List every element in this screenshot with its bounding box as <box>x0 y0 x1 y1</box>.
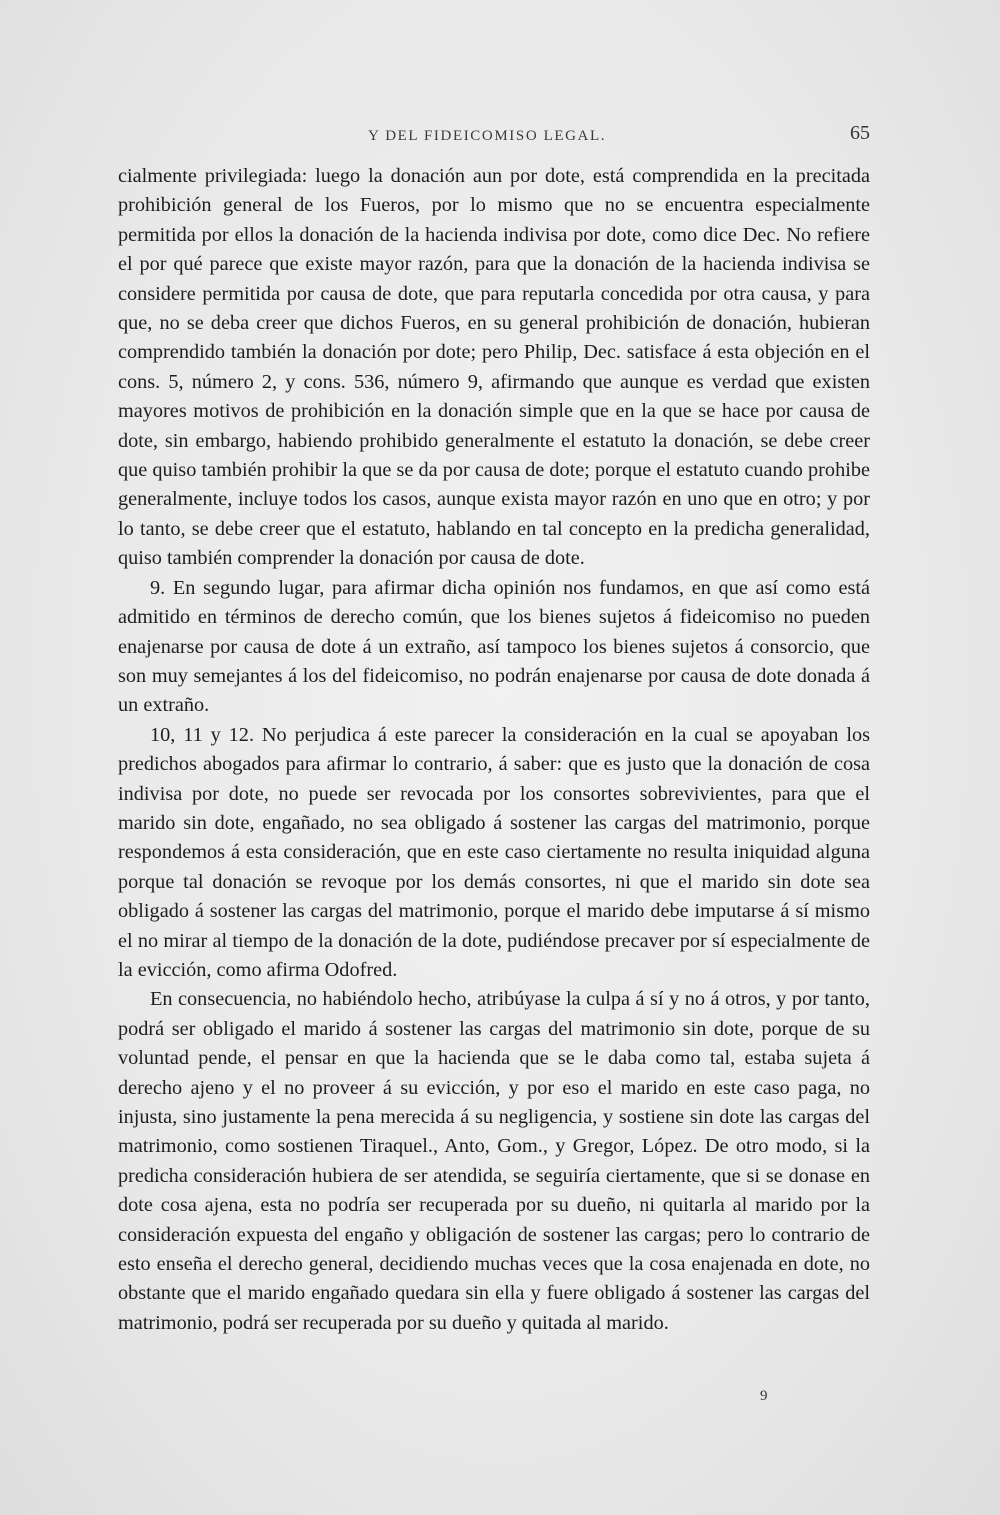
running-header <box>118 120 870 150</box>
paragraph: cialmente privilegiada: luego la donación aun por dote, está comprendida en la precitada prohibición general de los Fueros, por lo mismo que no se encuentra especialmente permitida por ellos la donación de la hacienda indivisa por dote, como dice Dec. No refiere el por qué parece que existe mayor razón, para que la donación de la hacienda indivisa se considere permitida por causa de dote, que para reputarla concedida por otra causa, y para que, no se deba creer que dichos Fueros, en su general prohibición de donación, hubieran comprendido también la donación por dote; pero Philip, Dec. satisface á esta objeción en el cons. 5, número 2, y cons. 536, número 9, afirmando que aunque es verdad que existen mayores motivos de prohibición en la donación simple que en la que se hace por causa de dote, sin embargo, habiendo prohibido generalmente el estatuto la donación, se debe creer que quiso también prohibir la que se da por causa de dote; porque el estatuto cuando prohibe generalmente, incluye todos los casos, aunque exista mayor razón en uno que en otro; y por lo tanto, se debe creer que el estatuto, hablando en tal concepto en la predicha generalidad, quiso también comprender la donación por causa de dote. <box>118 165 870 570</box>
signature-mark: 9 <box>760 1388 768 1404</box>
page-number: 65 <box>850 122 870 144</box>
paragraph: 10, 11 y 12. No perjudica á este parecer la consideración en la cual se apoyaban los predichos abogados para afirmar lo contrario, á saber: que es justo que la donación de cosa indivisa por dote, no puede ser revocada por los consortes sobrevivientes, para que el marido sin dote, engañado, no sea obligado á sostener las cargas del matrimonio, porque respondemos á esta consideración, que en este caso ciertamente no resulta iniquidad alguna porque tal donación se revoque por los demás consortes, ni que el marido sin dote sea obligado á sostener las cargas del matrimonio, porque el marido debe imputarse á sí mismo el no mirar al tiempo de la donación de la dote, pudiéndose precaver por sí especialmente de la evicción, como afirma Odofred. <box>118 723 870 981</box>
paragraph: 9. En segundo lugar, para afirmar dicha opinión nos fundamos, en que así como está admitido en términos de derecho común, que los bienes sujetos á fideicomiso no pueden enajenarse por causa de dote á un extraño, así tampoco los bienes sujetos á consorcio, que son muy semejantes á los del fideicomiso, no podrán enajenarse por causa de dote donada á un extraño. <box>118 576 870 717</box>
running-title: Y DEL FIDEICOMISO LEGAL. <box>368 128 607 144</box>
body-text <box>118 162 870 1338</box>
paragraph: En consecuencia, no habiéndolo hecho, atribúyase la culpa á sí y no á otros, y por tanto, podrá ser obligado el marido á sostener las cargas del matrimonio sin dote, porque de su voluntad pende, el pensar en que la hacienda que se le daba como tal, estaba sujeta á derecho ajeno y el no proveer á su evicción, y por eso el marido en este caso paga, no injusta, sino justamente la pena merecida á su negligencia, y sostiene sin dote las cargas del matrimonio, como sostienen Tiraquel., Anto, Gom., y Gregor, López. De otro modo, si la predicha consideración hubiera de ser atendida, se seguiría ciertamente, que si se donase en dote cosa ajena, esta no podría ser recuperada por su dueño, ni quitarla al marido por la consideración expuesta del engaño y obligación de sostener las cargas; pero lo contrario de esto enseña el derecho general, decidiendo muchas veces que la cosa enajenada en dote, no obstante que el marido engañado quedara sin ella y fuere obligado á sostener las cargas del matrimonio, podrá ser recuperada por su dueño y quitada al marido. <box>118 988 870 1334</box>
